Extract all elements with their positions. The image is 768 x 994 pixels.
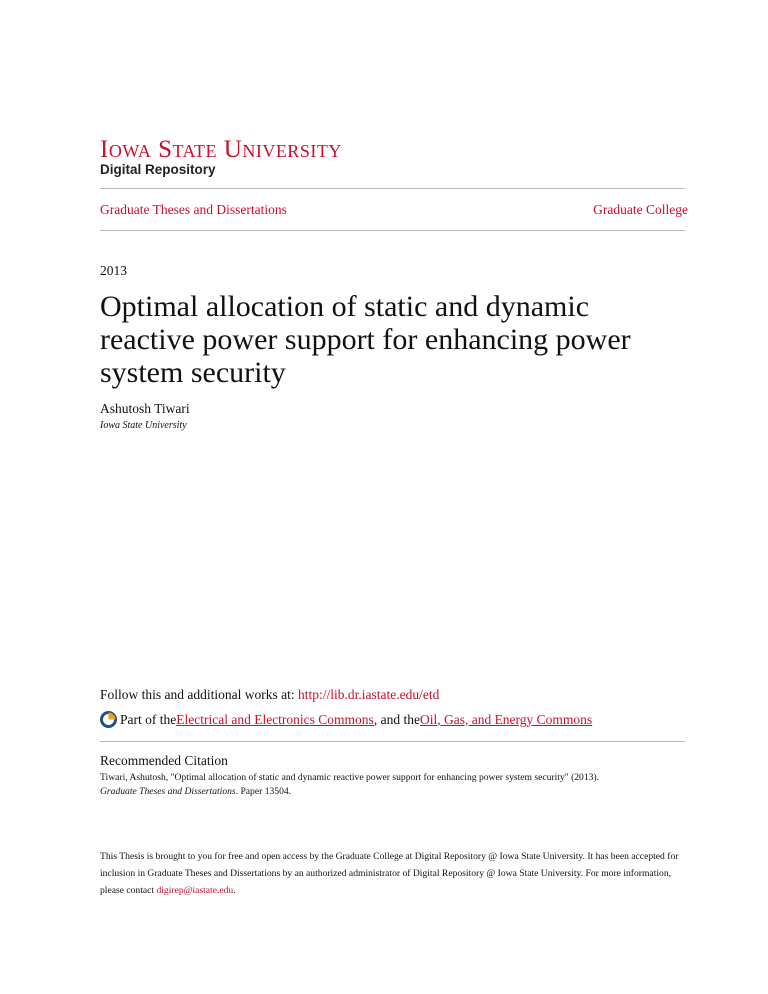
top-divider (100, 188, 685, 189)
author-name: Ashutosh Tiwari (100, 401, 190, 416)
graduate-college-link[interactable]: Graduate College (593, 202, 688, 217)
follow-prefix: Follow this and additional works at: (100, 687, 298, 702)
energy-commons-link[interactable]: Oil, Gas, and Energy Commons (419, 711, 593, 727)
part-of-prefix: Part of the (120, 711, 177, 727)
citation-body (100, 771, 690, 799)
citation-text: Tiwari, Ashutosh, "Optimal allocation of static and dynamic reactive power support for enhancing power system security" (2013). (100, 772, 600, 783)
citation-paper: . Paper 13504. (235, 786, 292, 797)
document-title: Optimal allocation of static and dynamic reactive power support for enhancing power system security (100, 290, 631, 389)
citation-divider (100, 741, 685, 742)
publication-year: 2013 (100, 263, 127, 278)
contact-email-link[interactable]: digirep@iastate.edu (156, 885, 234, 896)
follow-line (100, 687, 439, 703)
repository-name: Digital Repository (100, 162, 216, 177)
part-of-middle: , and the (373, 711, 420, 727)
notice-end: . (233, 885, 236, 896)
etd-url-link[interactable]: http://lib.dr.iastate.edu/etd (298, 687, 440, 702)
author-affiliation: Iowa State University (100, 420, 187, 431)
graduate-theses-link[interactable]: Graduate Theses and Dissertations (100, 202, 287, 217)
citation-heading: Recommended Citation (100, 753, 228, 768)
university-logo-text: Iowa State University (100, 136, 342, 163)
citation-series: Graduate Theses and Dissertations (100, 786, 236, 797)
access-notice (100, 848, 690, 899)
nav-bottom-divider (100, 230, 685, 231)
bepress-commons-icon (100, 711, 117, 728)
part-of-line (100, 711, 592, 728)
notice-text: This Thesis is brought to you for free and open access by the Graduate College at Digital Repository @ Iowa State University. It has been accepted for inclusion in Graduate Theses and Dissertations by an authorized administrator of Digital Repository @ Iowa State University. For more information, please contact (100, 851, 679, 896)
electrical-commons-link[interactable]: Electrical and Electronics Commons (176, 711, 374, 727)
